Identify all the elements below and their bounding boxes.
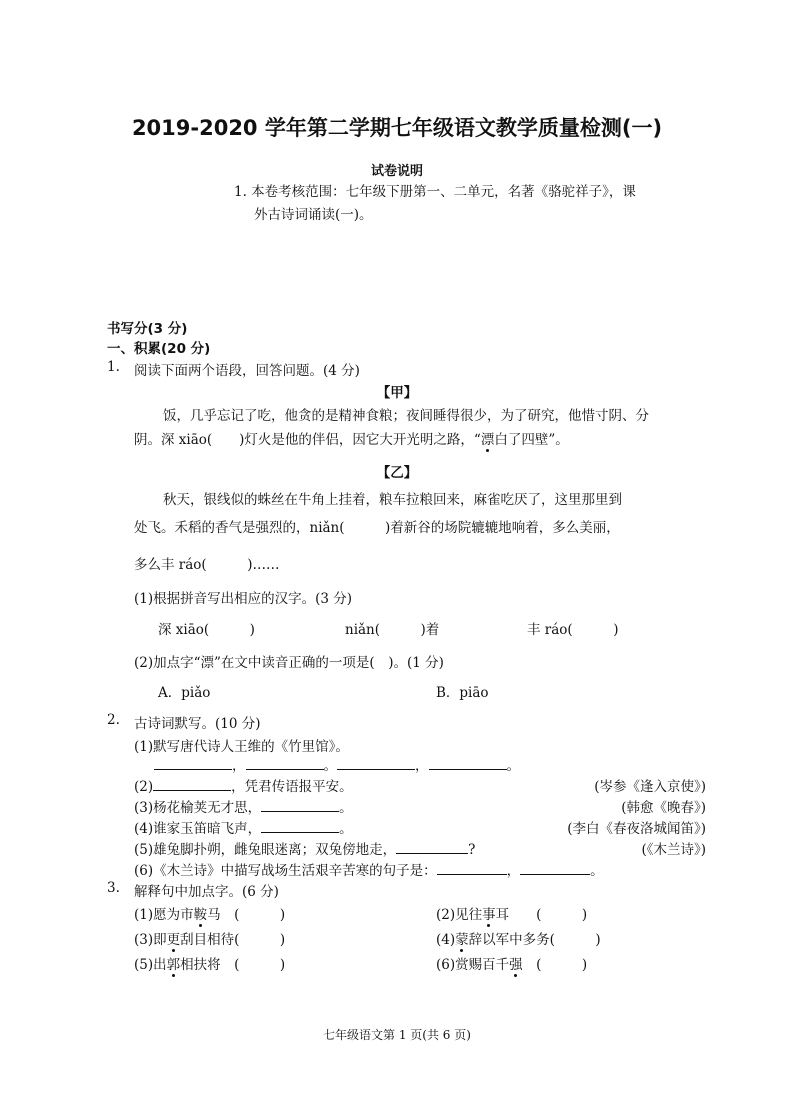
passage-jia-line-2: 阴。深 xiāo( )灯火是他的伴侣，因它大开光明之路，“漂白了四壁”。 (134, 428, 569, 448)
explain-item-6[interactable]: (6)赏赐百千强 ( ) (436, 953, 587, 973)
blank[interactable] (337, 755, 415, 770)
poem-item-5: (5)雄兔脚扑朔，雌兔眼迷离；双兔傍地走， ? (134, 838, 475, 858)
poem-item-3: (3)杨花榆荚无才思， 。 (134, 796, 353, 816)
poem-item-1-blanks: ， 。 ， 。 (154, 754, 520, 774)
page-title: 2019-2020 学年第二学期七年级语文教学质量检测(一) (131, 116, 663, 140)
passage-yi-label: 【乙】 (376, 465, 418, 481)
pinyin-answer-1[interactable]: 深 xiāo( ) (158, 622, 255, 638)
passage-yi-line-1: 秋天，银线似的蛛丝在牛角上挂着，粮车拉粮回来，麻雀吃厌了，这里那里到 (163, 492, 622, 508)
passage-jia-line-1: 饭，几乎忘记了吃，他贪的是精神食粮；夜间睡得很少，为了研究，他惜寸阴、分 (163, 408, 649, 424)
instruction-line-2: 外古诗词诵读(一)。 (254, 207, 373, 223)
explain-item-4[interactable]: (4)蒙辞以军中多务( ) (436, 928, 601, 948)
explain-item-3[interactable]: (3)即更刮目相待( ) (134, 928, 285, 948)
question-1-sub-2: (2)加点字“漂”在文中读音正确的一项是( )。(1 分) (134, 655, 444, 671)
blank[interactable] (520, 860, 590, 875)
poem-item-2: (2) ，凭君传语报平安。 (134, 775, 353, 795)
explain-item-1[interactable]: (1)愿为市鞍马 ( ) (134, 903, 285, 923)
explain-item-2[interactable]: (2)见往事耳 ( ) (436, 903, 587, 923)
pinyin-answer-3[interactable]: 丰 ráo( ) (527, 622, 619, 638)
poem-item-6: (6)《木兰诗》中描写战场生活艰辛苦寒的句子是： ， 。 (134, 859, 604, 879)
blank[interactable] (261, 818, 339, 833)
blank[interactable] (429, 755, 507, 770)
passage-yi-line-2: 处飞。禾稻的香气是强烈的，niǎn( )着新谷的场院辘辘地响着，多么美丽， (134, 520, 620, 536)
option-a[interactable]: A．piǎo (158, 685, 211, 701)
page-footer: 七年级语文第 1 页(共 6 页) (323, 1028, 471, 1042)
question-1-number: 1. (107, 359, 120, 375)
pinyin-answer-2[interactable]: niǎn( )着 (345, 622, 440, 638)
poem-item-2-source: (岑参《逢入京使》) (594, 779, 706, 795)
blank[interactable] (246, 755, 324, 770)
dotted-char-piao: 漂 (481, 428, 495, 448)
poem-item-3-source: (韩愈《晚春》) (621, 800, 706, 816)
question-2-stem: 古诗词默写。(10 分) (134, 716, 261, 732)
question-1-stem: 阅读下面两个语段，回答问题。(4 分) (134, 363, 360, 379)
question-3-number: 3. (107, 880, 120, 896)
question-1-sub-1: (1)根据拼音写出相应的汉字。(3 分) (134, 591, 353, 607)
poem-item-1: (1)默写唐代诗人王维的《竹里馆》。 (134, 739, 349, 755)
poem-item-5-source: (《木兰诗》) (641, 842, 706, 858)
section-accumulation: 一、积累(20 分) (107, 341, 211, 357)
handwriting-score: 书写分(3 分) (107, 321, 188, 337)
question-3-stem: 解释句中加点字。(6 分) (134, 884, 279, 900)
option-b[interactable]: B．piāo (436, 685, 489, 701)
blank[interactable] (154, 755, 232, 770)
poem-item-4: (4)谁家玉笛暗飞声， 。 (134, 817, 353, 837)
passage-jia-label: 【甲】 (376, 385, 418, 401)
blank[interactable] (261, 797, 339, 812)
blank[interactable] (437, 860, 507, 875)
question-2-number: 2. (107, 712, 120, 728)
passage-yi-line-3: 多么丰 ráo( )…… (134, 557, 280, 573)
poem-item-4-source: (李白《春夜洛城闻笛》) (567, 821, 706, 837)
blank[interactable] (153, 776, 231, 791)
instructions-heading: 试卷说明 (370, 164, 423, 179)
blank[interactable] (396, 839, 468, 854)
instruction-line-1: 1. 本卷考核范围：七年级下册第一、二单元，名著《骆驼祥子》，课 (234, 184, 636, 200)
explain-item-5[interactable]: (5)出郭相扶将 ( ) (134, 953, 285, 973)
